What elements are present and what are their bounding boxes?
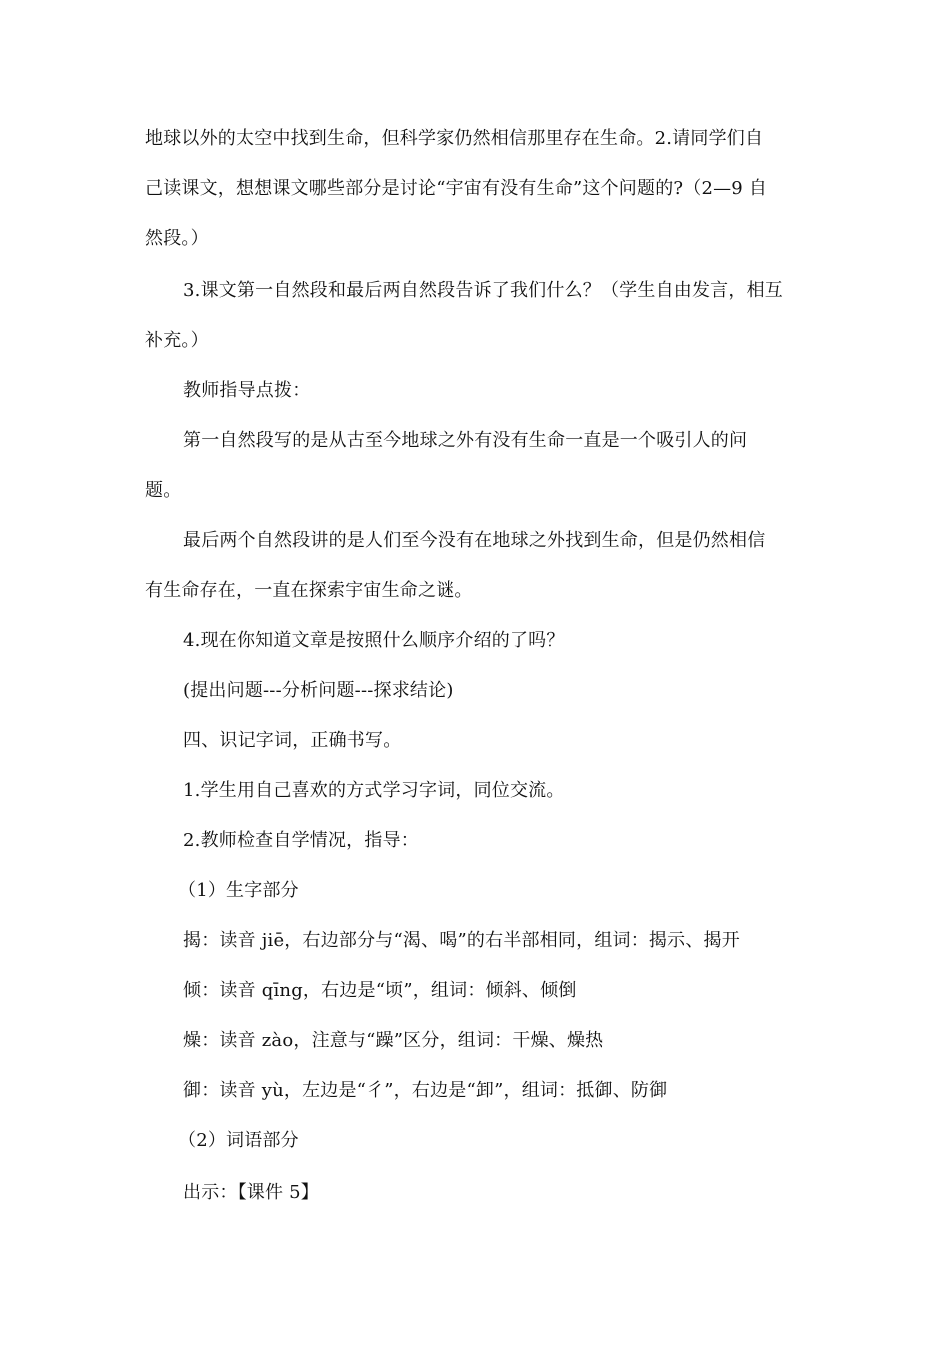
text-line: 题。 bbox=[145, 480, 182, 501]
text-line: 地球以外的太空中找到生命，但科学家仍然相信那里存在生命。2.请同学们自 bbox=[145, 128, 764, 149]
text-line: 1.学生用自己喜欢的方式学习字词，同位交流。 bbox=[183, 780, 565, 801]
text-line: 出示：【课件 5】 bbox=[183, 1182, 319, 1203]
text-line: 2.教师检查自学情况，指导： bbox=[183, 830, 419, 851]
section-heading: 四、识记字词，正确书写。 bbox=[183, 730, 402, 751]
text-line: 倾：读音 qīng，右边是“顷”，组词：倾斜、倾倒 bbox=[183, 980, 577, 1001]
text-line: 3.课文第一自然段和最后两自然段告诉了我们什么？（学生自由发言，相互 bbox=[183, 280, 783, 301]
text-line: 燥：读音 zào，注意与“躁”区分，组词：干燥、燥热 bbox=[183, 1030, 604, 1051]
subsection-heading: （1）生字部分 bbox=[178, 880, 299, 901]
text-line: 揭：读音 jiē，右边部分与“渴、喝”的右半部相同，组词：揭示、揭开 bbox=[183, 930, 740, 951]
text-line: 己读课文，想想课文哪些部分是讨论“宇宙有没有生命”这个问题的?（2—9 自 bbox=[145, 178, 768, 199]
text-line: 教师指导点拨： bbox=[183, 380, 311, 401]
subsection-heading: （2）词语部分 bbox=[178, 1130, 299, 1151]
text-line: 御：读音 yù，左边是“彳”，右边是“卸”，组词：抵御、防御 bbox=[183, 1080, 668, 1101]
text-line: (提出问题---分析问题---探求结论) bbox=[183, 680, 454, 701]
text-line: 有生命存在，一直在探索宇宙生命之谜。 bbox=[145, 580, 473, 601]
text-line: 第一自然段写的是从古至今地球之外有没有生命一直是一个吸引人的问 bbox=[183, 430, 748, 451]
text-line: 最后两个自然段讲的是人们至今没有在地球之外找到生命，但是仍然相信 bbox=[183, 530, 766, 551]
text-line: 补充。） bbox=[145, 330, 209, 351]
text-line: 4.现在你知道文章是按照什么顺序介绍的了吗？ bbox=[183, 630, 565, 651]
text-line: 然段。） bbox=[145, 228, 209, 249]
